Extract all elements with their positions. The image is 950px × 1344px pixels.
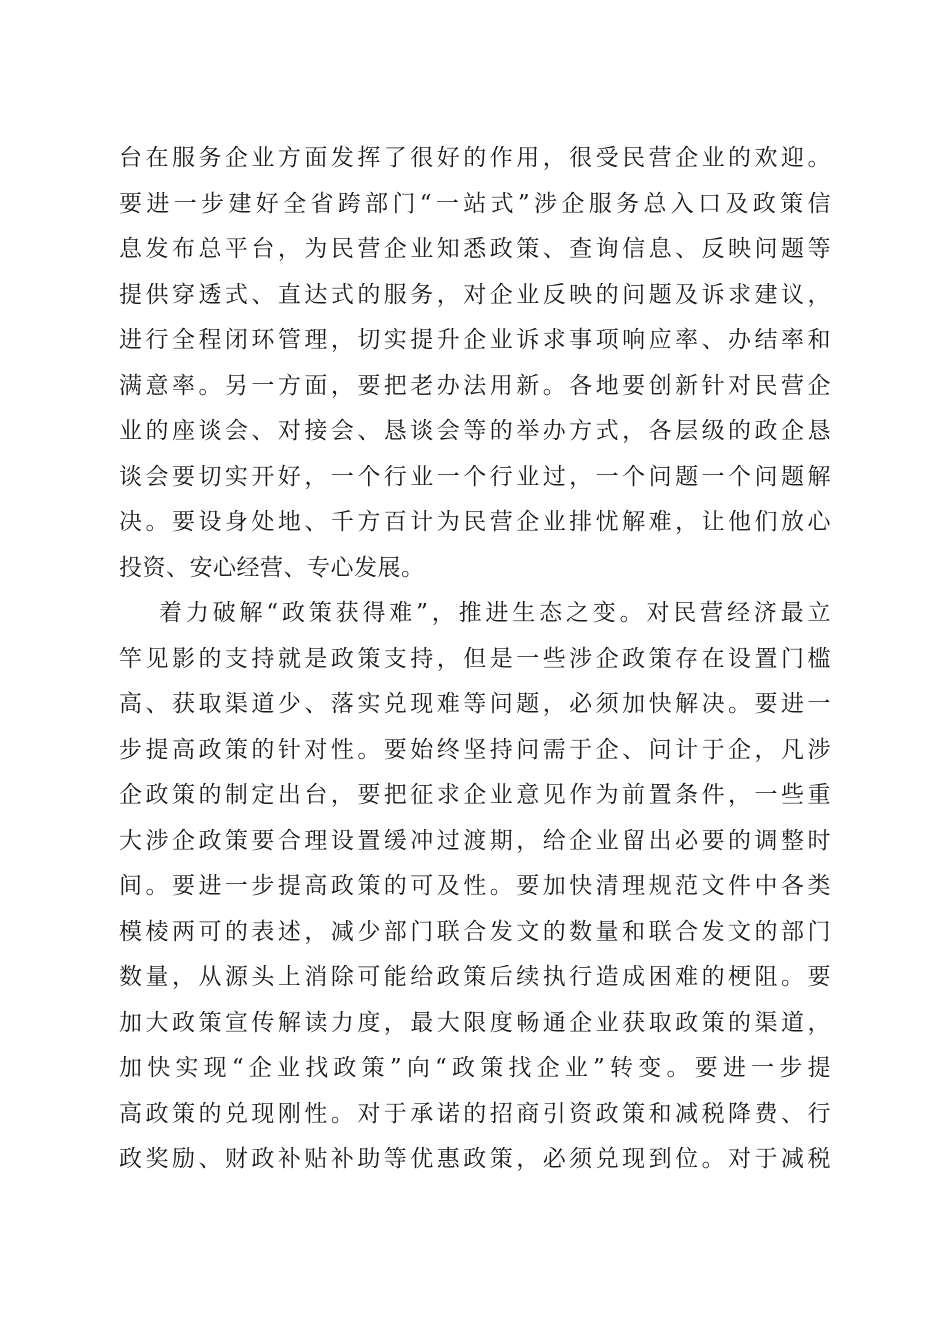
text-line: 模棱两可的表述，减少部门联合发文的数量和联合发文的部门 [119,918,831,945]
body-text [119,136,831,1183]
text-line: 数量，从源头上消除可能给政策后续执行造成困难的梗阻。要 [119,964,831,990]
text-line: 竿见影的支持就是政策支持，但是一些涉企政策存在设置门槛 [119,645,831,672]
text-line: 加快实现“企业找政策”向“政策找企业”转变。要进一步提 [119,1055,831,1081]
text-line: 台在服务企业方面发挥了很好的作用，很受民营企业的欢迎。 [119,145,831,171]
text-line: 决。要设身处地、千方百计为民营企业排忧解难，让他们放心 [119,509,831,535]
text-line: 大涉企政策要合理设置缓冲过渡期，给企业留出必要的调整时 [119,827,831,854]
text-line: 高、获取渠道少、落实兑现难等问题，必须加快解决。要进一 [119,691,831,717]
paragraph-first-line: 着力破解“政策获得难”，推进生态之变。对民营经济最立 [159,600,831,626]
text-line: 业的座谈会、对接会、恳谈会等的举办方式，各层级的政企恳 [119,418,831,444]
text-line: 进行全程闭环管理，切实提升企业诉求事项响应率、办结率和 [119,327,831,353]
text-line: 谈会要切实开好，一个行业一个行业过，一个问题一个问题解 [119,463,831,490]
text-line: 加大政策宣传解读力度，最大限度畅通企业获取政策的渠道， [119,1009,831,1036]
text-line: 步提高政策的针对性。要始终坚持问需于企、问计于企，凡涉 [119,736,831,763]
text-line: 息发布总平台，为民营企业知悉政策、查询信息、反映问题等 [119,236,831,262]
text-line: 高政策的兑现刚性。对于承诺的招商引资政策和减税降费、行 [119,1100,831,1127]
text-line: 满意率。另一方面，要把老办法用新。各地要创新针对民营企 [119,372,831,399]
text-line: 企政策的制定出台，要把征求企业意见作为前置条件，一些重 [119,782,831,808]
text-line: 间。要进一步提高政策的可及性。要加快清理规范文件中各类 [119,873,831,899]
text-line: 提供穿透式、直达式的服务，对企业反映的问题及诉求建议， [119,281,831,308]
text-line: 投资、安心经营、专心发展。 [119,554,425,581]
text-line: 要进一步建好全省跨部门“一站式”涉企服务总入口及政策信 [119,190,831,217]
text-line: 政奖励、财政补贴补助等优惠政策，必须兑现到位。对于减税 [119,1146,831,1172]
